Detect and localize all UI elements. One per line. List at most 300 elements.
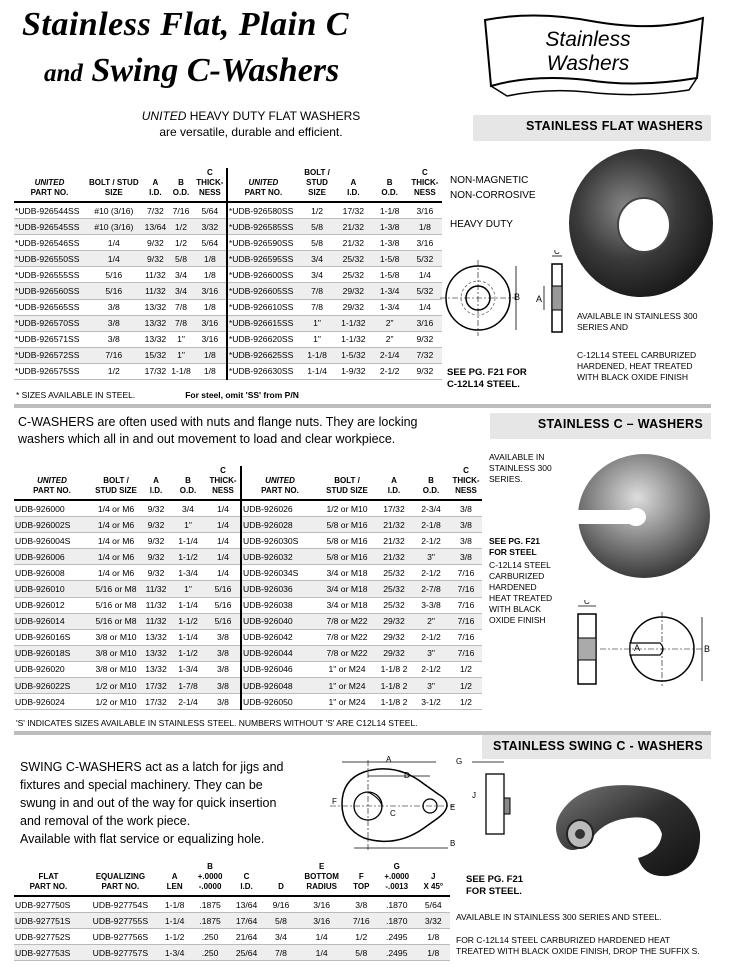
table-row [14,500,482,517]
col-a: A I.D. [143,168,169,202]
cwash-section-heading: STAINLESS C – WASHERS [490,413,711,439]
table-cell: 3/8 [450,500,482,517]
table-cell: 7/8 or M22 [318,613,376,629]
table-cell: 7/16 [85,347,143,363]
flat-footnote-left: * SIZES AVAILABLE IN STEEL. [16,390,136,400]
cw-col-b: B O.D. [170,466,206,500]
table-cell: 1-3/4 [371,299,407,315]
table-cell: *UDB-926570SS [14,315,85,331]
table-cell: 3/8 [85,315,143,331]
flat-washer-photo [566,145,716,300]
cwash-intro: C-WASHERS are often used with nuts and flange nuts. They are locking washers which all in and out movement to load and clear workpiece. [18,415,418,446]
table-cell: UDB-926018S [14,645,90,661]
table-row [14,533,482,549]
table-cell: *UDB-926590SS [227,235,299,251]
table-cell: 1-3/4 [170,661,206,677]
sw-col-b: B +.0000 -.0000 [191,862,229,896]
table-cell: UDB-926042 [241,629,318,645]
table-cell: 3/4 [170,500,206,517]
table-cell: 3-3/8 [412,597,450,613]
table-cell: 2-1/4 [170,694,206,710]
table-cell: 9/32 [142,517,170,533]
table-cell: UDB-927752S [14,929,83,945]
table-cell: .2495 [377,945,417,961]
table-cell: *UDB-926545SS [14,219,85,235]
table-cell: 2" [412,613,450,629]
table-row [14,283,442,299]
table-cell: 15/32 [143,347,169,363]
table-cell: UDB-926038 [241,597,318,613]
table-cell: 21/32 [335,235,371,251]
table-cell: 1" [170,517,206,533]
sw-col-flat: FLAT PART NO. [14,862,83,896]
table-cell: 7/16 [450,613,482,629]
table-cell: 2-1/2 [371,363,407,379]
cw-col-part: UNITED PART NO. [14,466,90,500]
table-cell: 9/32 [142,533,170,549]
table-cell: UDB-926032 [241,549,318,565]
table-row [14,613,482,629]
sw-col-f: F TOP [346,862,377,896]
table-row [14,517,482,533]
table-cell: 3" [412,678,450,694]
table-cell: 17/32 [142,678,170,694]
sw-col-e: E BOTTOM RADIUS [298,862,346,896]
table-cell: 13/32 [143,331,169,347]
table-cell: 1/4 or M6 [90,517,142,533]
table-cell: 5/16 [85,283,143,299]
table-cell: 3/8 [206,629,241,645]
table-row [14,202,442,219]
sw-diagram-c: C [390,809,396,818]
table-cell: 5/16 [206,581,241,597]
table-cell: 1" or M24 [318,694,376,710]
table-cell: 13/32 [142,629,170,645]
table-cell: 7/8 [168,299,194,315]
table-cell: 1/4 [85,251,143,267]
table-cell: UDB-926010 [14,581,90,597]
table-cell: 3/32 [194,219,227,235]
table-cell: 1/2 [85,363,143,379]
table-cell: 1-1/8 [168,363,194,379]
c-washer-table [14,466,482,710]
table-cell: 3/16 [194,283,227,299]
table-cell: 1/4 [206,517,241,533]
prop-non-magnetic: NON-MAGNETIC [450,175,529,186]
flat-section-heading: STAINLESS FLAT WASHERS [473,115,711,141]
table-cell: 1" or M24 [318,678,376,694]
table-cell: 3/16 [298,896,346,913]
table-cell: #10 (3/16) [85,202,143,219]
table-cell: UDB-926024 [14,694,90,710]
table-cell: UDB-926030S [241,533,318,549]
table-cell: 1/2 [168,235,194,251]
table-cell: 5/16 or M8 [90,613,142,629]
page-title-line2 [44,52,339,90]
c-washer-photo [570,452,712,582]
table-cell: *UDB-926600SS [227,267,299,283]
sw-diagram-d: D [404,771,410,780]
table-cell: 29/32 [376,645,412,661]
table-cell: 3/8 [450,517,482,533]
flat-washer-table [14,168,442,380]
table-cell: UDB-926050 [241,694,318,710]
table-cell: 3/16 [408,235,442,251]
table-cell: 3/16 [408,315,442,331]
table-cell: 21/32 [376,517,412,533]
table-cell: 5/8 [168,251,194,267]
flat-intro-rest: HEAVY DUTY FLAT WASHERS [186,109,361,123]
table-cell: 3/4 [264,929,297,945]
table-cell: *UDB-926615SS [227,315,299,331]
table-cell: 13/32 [142,645,170,661]
table-cell: 5/16 or M8 [90,597,142,613]
table-cell: 7/16 [450,629,482,645]
table-row [14,929,450,945]
table-cell: UDB-927754S [83,896,158,913]
table-row [14,219,442,235]
table-cell: 9/32 [142,549,170,565]
table-cell: UDB-926044 [241,645,318,661]
table-cell: 2" [371,331,407,347]
table-cell: 13/32 [143,315,169,331]
title-and: and [44,60,83,87]
table-cell: *UDB-926555SS [14,267,85,283]
cw-col-c: C THICK- NESS [206,466,241,500]
cwash-footnote: 'S' INDICATES SIZES AVAILABLE IN STAINLESS STEEL. NUMBERS WITHOUT 'S' ARE C12L14 STEEL. [16,718,418,728]
table-cell: 3/4 [168,283,194,299]
table-cell: 1/4 [298,929,346,945]
sw-col-j: J X 45° [417,862,450,896]
sw-diagram-f: F [332,797,337,806]
col-c-2: C THICK- NESS [408,168,442,202]
table-cell: *UDB-926544SS [14,202,85,219]
table-cell: 25/32 [376,565,412,581]
table-cell: 5/8 [299,235,335,251]
table-cell: 3/16 [194,331,227,347]
table-cell: 1" [299,315,335,331]
table-cell: *UDB-926630SS [227,363,299,379]
table-cell: 5/64 [194,235,227,251]
table-cell: 1/8 [194,363,227,379]
cwash-availability: AVAILABLE IN STAINLESS 300 SERIES. [489,452,552,484]
table-cell: .1875 [191,913,229,929]
table-cell: 1/2 [346,929,377,945]
table-row [14,267,442,283]
table-cell: 5/8 or M16 [318,517,376,533]
table-cell: 1/4 or M6 [90,533,142,549]
sw-diagram-b: B [450,839,456,848]
table-cell: 1/4 or M6 [90,549,142,565]
table-cell: 3/8 or M10 [90,661,142,677]
cw-col-part-2: UNITED PART NO. [241,466,318,500]
table-cell: UDB-926048 [241,678,318,694]
sw-col-a: A LEN [158,862,191,896]
col-bolt: BOLT / STUD SIZE [85,168,143,202]
cwash-see-note: SEE PG. F21 FOR STEEL [489,536,541,557]
table-cell: 7/8 or M22 [318,645,376,661]
divider-1 [14,404,711,408]
table-row [14,645,482,661]
swing-section-heading: STAINLESS SWING C - WASHERS [482,735,711,759]
table-cell: 9/32 [142,565,170,581]
flat-washer-diagram [440,250,570,362]
table-cell: 3/4 [299,267,335,283]
tag-line2: Washers [546,52,630,75]
table-cell: *UDB-926550SS [14,251,85,267]
cw-col-a: A I.D. [142,466,170,500]
table-row [14,299,442,315]
table-cell: 1-1/2 [170,549,206,565]
table-cell: *UDB-926625SS [227,347,299,363]
table-cell: 7/32 [408,347,442,363]
table-row [14,678,482,694]
table-cell: UDB-926000 [14,500,90,517]
table-cell: 2-1/4 [371,347,407,363]
table-cell: 1-1/4 [158,913,191,929]
table-cell: 1/4 [206,500,241,517]
col-part-2: UNITED PART NO. [227,168,299,202]
table-cell: 7/8 [264,945,297,961]
table-cell: 5/64 [417,896,450,913]
table-cell: UDB-926040 [241,613,318,629]
table-cell: 1/2 or M10 [90,678,142,694]
table-cell: 13/64 [229,896,264,913]
cw-diagram-b: B [704,644,711,654]
swing-washer-table [14,862,450,961]
table-cell: 1/2 or M10 [90,694,142,710]
table-cell: 1-1/8 2 [376,678,412,694]
table-cell: 7/32 [143,202,169,219]
table-cell: 9/32 [408,331,442,347]
table-cell: 7/8 [168,315,194,331]
table-cell: 1-3/4 [371,283,407,299]
flat-properties [450,173,536,232]
col-b: B O.D. [168,168,194,202]
table-cell: 25/32 [335,267,371,283]
table-cell: 25/32 [376,581,412,597]
table-row [14,661,482,677]
category-tag [498,28,678,76]
table-cell: 1/4 [408,267,442,283]
table-cell: 1" [299,331,335,347]
table-cell: 3/32 [417,913,450,929]
table-cell: 17/64 [229,913,264,929]
table-cell: 2-1/2 [412,565,450,581]
table-cell: UDB-926036 [241,581,318,597]
table-cell: 29/32 [335,283,371,299]
table-cell: 3" [412,645,450,661]
table-cell: 5/8 or M16 [318,533,376,549]
sw-diagram-g: G [456,757,463,766]
c-washer-diagram [570,600,712,700]
table-cell: 1" [168,347,194,363]
table-cell: 1/2 [299,202,335,219]
table-row [14,363,442,379]
table-cell: 13/32 [142,661,170,677]
swing-availability: AVAILABLE IN STAINLESS 300 SERIES AND STEEL. [456,912,662,922]
table-cell: 1/2 [168,219,194,235]
table-cell: 2-1/8 [412,517,450,533]
cw-col-bolt-2: BOLT / STUD SIZE [318,466,376,500]
table-cell: 1/8 [408,219,442,235]
table-cell: 1/8 [194,267,227,283]
table-cell: .1875 [191,896,229,913]
table-cell: UDB-927755S [83,913,158,929]
table-cell: UDB-926016S [14,629,90,645]
table-cell: 1/2 [450,678,482,694]
table-cell: UDB-926028 [241,517,318,533]
table-cell: 2-1/2 [412,533,450,549]
table-cell: 17/32 [142,694,170,710]
table-cell: UDB-927751S [14,913,83,929]
table-cell: 1/4 [206,549,241,565]
table-cell: 5/16 [206,597,241,613]
table-cell: 1-5/32 [335,347,371,363]
table-cell: 5/16 or M8 [90,581,142,597]
table-cell: 3/8 [206,645,241,661]
table-cell: 29/32 [335,299,371,315]
table-cell: 1-9/32 [335,363,371,379]
sw-diagram-a: A [386,755,392,764]
table-cell: 11/32 [142,597,170,613]
table-cell: 7/16 [450,581,482,597]
table-cell: 1/4 or M6 [90,565,142,581]
table-cell: 1-1/4 [170,533,206,549]
table-cell: UDB-926006 [14,549,90,565]
table-cell: .250 [191,929,229,945]
table-cell: UDB-927757S [83,945,158,961]
table-cell: 9/32 [408,363,442,379]
table-cell: UDB-926002S [14,517,90,533]
table-cell: 9/32 [142,500,170,517]
table-cell: 3/4 [168,267,194,283]
table-cell: 1" [170,581,206,597]
table-cell: 1-1/4 [170,597,206,613]
table-cell: 21/64 [229,929,264,945]
table-cell: 1-3/8 [371,235,407,251]
table-cell: 2-1/2 [412,629,450,645]
table-row [14,331,442,347]
swing-steel-note: FOR C-12L14 STEEL CARBURIZED HARDENED HEAT TREATED WITH BLACK OXIDE FINISH, DROP THE SUFFIX S. [456,935,700,956]
table-cell: 1-1/8 2 [376,694,412,710]
page-title-line1: Stainless Flat, Plain C [22,6,350,43]
table-cell: 1/4 [206,533,241,549]
table-cell: UDB-927756S [83,929,158,945]
table-cell: 5/8 [346,945,377,961]
swing-see-note: SEE PG. F21 FOR STEEL. [466,874,524,897]
table-cell: 5/8 [299,219,335,235]
table-cell: 1/8 [194,347,227,363]
table-cell: 1/8 [194,299,227,315]
table-cell: 3/16 [298,913,346,929]
table-row [14,565,482,581]
table-row [14,581,482,597]
flat-footnote [16,390,299,400]
table-row [14,251,442,267]
col-part: UNITED PART NO. [14,168,85,202]
table-cell: 3" [412,549,450,565]
table-cell: 7/8 [299,283,335,299]
table-cell: 3/8 [206,678,241,694]
table-cell: 13/64 [143,219,169,235]
table-cell: UDB-926034S [241,565,318,581]
table-cell: 1-1/32 [335,331,371,347]
table-cell: 11/32 [142,613,170,629]
table-cell: UDB-927753S [14,945,83,961]
table-cell: *UDB-926580SS [227,202,299,219]
table-cell: 5/8 [264,913,297,929]
table-cell: UDB-926008 [14,565,90,581]
table-cell: 2-3/4 [412,500,450,517]
table-cell: 1/4 [408,299,442,315]
table-cell: 3/4 or M18 [318,565,376,581]
flat-diagram-b: B [514,292,521,302]
table-cell: 1-1/8 2 [376,661,412,677]
table-cell: 1-5/8 [371,267,407,283]
table-row [14,347,442,363]
table-cell: 9/16 [264,896,297,913]
table-cell: 1" [168,331,194,347]
table-cell: 2-7/8 [412,581,450,597]
table-cell: 17/32 [335,202,371,219]
table-cell: 3/8 or M10 [90,629,142,645]
table-cell: 5/32 [408,251,442,267]
table-cell: 7/8 [299,299,335,315]
table-cell: 1-5/8 [371,251,407,267]
flat-intro-brand: UNITED [141,109,187,123]
table-cell: 5/8 or M16 [318,549,376,565]
swing-washer-photo [540,762,712,882]
table-cell: *UDB-926575SS [14,363,85,379]
table-cell: 3/8 [450,533,482,549]
tag-line1: Stainless [545,28,631,51]
table-cell: *UDB-926610SS [227,299,299,315]
table-cell: 11/32 [142,581,170,597]
flat-intro [96,108,406,140]
table-cell: 1/8 [417,929,450,945]
table-row [14,945,450,961]
table-cell: 3/4 or M18 [318,597,376,613]
table-cell: 7/16 [450,565,482,581]
table-cell: 5/64 [194,202,227,219]
table-cell: 2" [371,315,407,331]
table-cell: 1-1/8 [158,896,191,913]
table-cell: 1-1/8 [371,202,407,219]
table-cell: 1-1/2 [170,613,206,629]
table-cell: 3/4 [299,251,335,267]
col-b-2: B O.D. [371,168,407,202]
table-cell: 11/32 [143,267,169,283]
table-cell: 9/32 [143,251,169,267]
table-cell: 13/32 [143,299,169,315]
table-cell: 3/16 [194,315,227,331]
table-cell: .1870 [377,913,417,929]
table-cell: 5/16 [85,267,143,283]
cw-col-b-2: B O.D. [412,466,450,500]
table-cell: .2495 [377,929,417,945]
cw-diagram-c: C [584,600,590,606]
swing-washer-diagram [326,754,526,854]
table-cell: 21/32 [335,219,371,235]
table-cell: 3/8 or M10 [90,645,142,661]
cw-col-bolt: BOLT / STUD SIZE [90,466,142,500]
table-cell: 3/8 [206,661,241,677]
table-cell: 7/8 or M22 [318,629,376,645]
table-cell: 3/8 [206,694,241,710]
table-cell: 5/16 [206,613,241,629]
sw-col-d: D [264,862,297,896]
